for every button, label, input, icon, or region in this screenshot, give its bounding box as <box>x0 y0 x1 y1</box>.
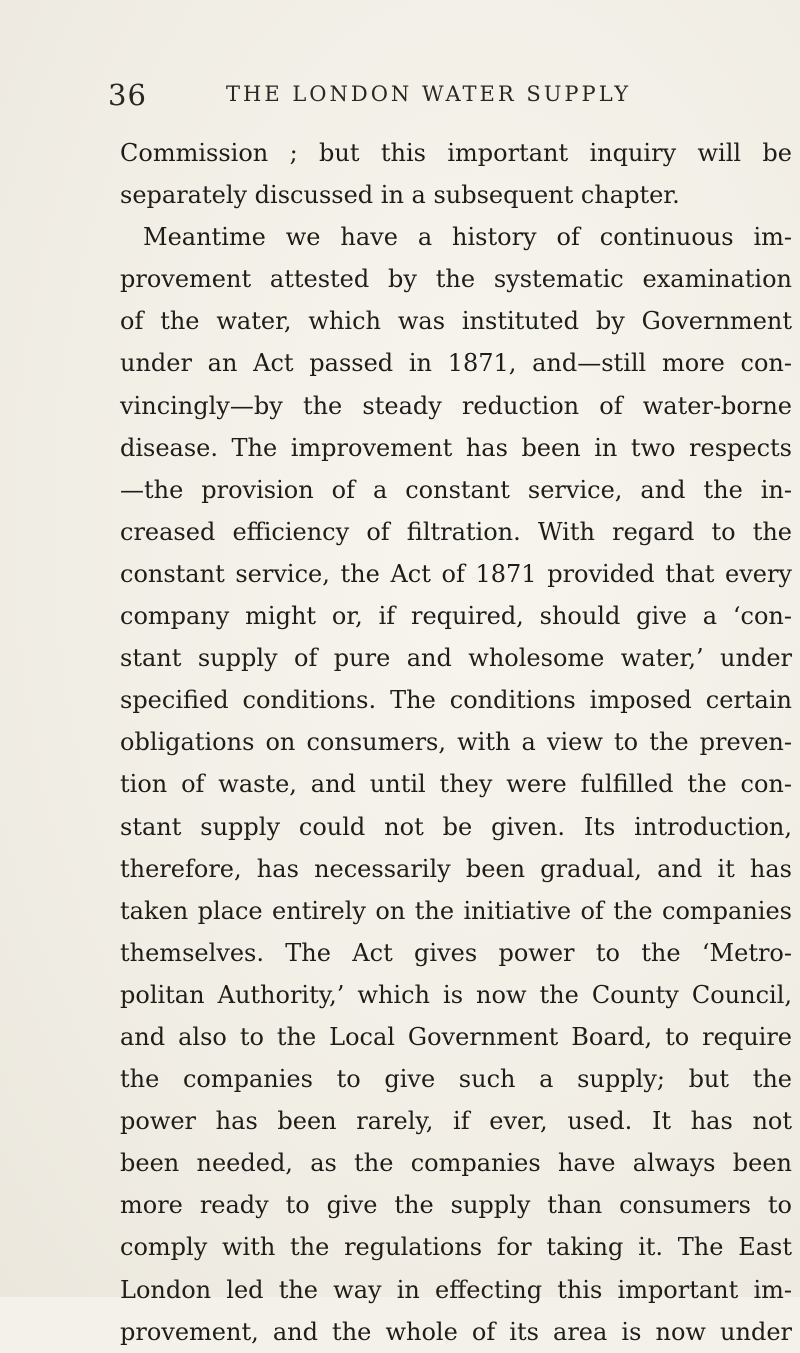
text-line: provement attested by the systematic examination <box>120 265 792 294</box>
page-number: 36 <box>108 78 147 112</box>
text-line: under an Act passed in 1871, and—still more con- <box>120 349 792 378</box>
text-line: creased efficiency of filtration. With regard to the <box>120 517 792 546</box>
text-line: and also to the Local Government Board, to require <box>120 1022 792 1051</box>
text-line: separately discussed in a subsequent chapter. <box>120 181 680 210</box>
text-line: provement, and the whole of its area is now under <box>120 1317 792 1346</box>
text-line: been needed, as the companies have always been <box>120 1149 792 1178</box>
text-line: obligations on consumers, with a view to the preven- <box>120 728 792 757</box>
text-line: therefore, has necessarily been gradual, and it has <box>120 854 792 883</box>
text-line: tion of waste, and until they were fulfilled the con- <box>120 770 792 799</box>
page-header <box>108 78 708 118</box>
text-line: the companies to give such a supply; but the <box>120 1065 792 1094</box>
text-line: power has been rarely, if ever, used. It has not <box>120 1107 792 1136</box>
text-line: of the water, which was instituted by Government <box>120 307 792 336</box>
body-text <box>120 132 792 1353</box>
text-line: Commission ; but this important inquiry will be <box>120 139 792 167</box>
text-line: London led the way in effecting this important im- <box>120 1275 792 1304</box>
text-line: Meantime we have a history of continuous im- <box>143 223 792 252</box>
text-line: vincingly—by the steady reduction of water-borne <box>120 391 792 420</box>
text-line: themselves. The Act gives power to the ‘Metro- <box>120 938 792 967</box>
text-line: company might or, if required, should give a ‘con- <box>120 602 792 631</box>
text-line: more ready to give the supply than consumers to <box>120 1191 792 1220</box>
text-line: politan Authority,’ which is now the County Council, <box>120 980 792 1009</box>
text-line: specified conditions. The conditions imposed certain <box>120 686 792 715</box>
text-line: comply with the regulations for taking it. The East <box>120 1233 792 1262</box>
text-line: disease. The improvement has been in two respects <box>120 433 792 462</box>
text-line: stant supply of pure and wholesome water,’ under <box>120 644 792 673</box>
running-head: THE LONDON WATER SUPPLY <box>226 82 632 106</box>
text-line: constant service, the Act of 1871 provided that every <box>120 559 792 588</box>
text-line: stant supply could not be given. Its introduction, <box>120 812 792 841</box>
text-line: —the provision of a constant service, and the in- <box>120 475 792 504</box>
text-line: taken place entirely on the initiative of the companies <box>120 896 792 925</box>
